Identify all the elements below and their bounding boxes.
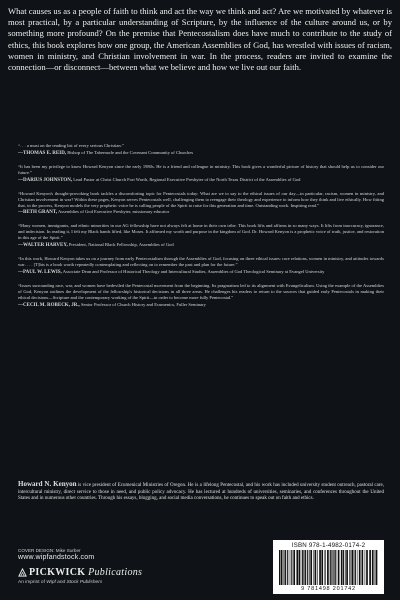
- pickwick-logo-icon: [18, 568, 27, 577]
- endorsement: [18, 191, 384, 217]
- endorsements: [18, 143, 384, 316]
- endorser-name: —WALTER HARVEY,: [18, 243, 68, 249]
- endorsement: [18, 143, 384, 157]
- endorser-name: —PAUL W. LEWIS,: [18, 269, 62, 275]
- endorser-affiliation: Senior Professor of Church History and Ecumenics, Fuller Seminary: [80, 301, 206, 307]
- isbn-label: ISBN 978-1-4982-0174-2: [291, 542, 366, 549]
- publisher-name-caps: PICKWICK: [29, 567, 86, 578]
- imprint-line: [18, 580, 102, 585]
- endorsement-attribution: [18, 150, 384, 157]
- publisher-name: [29, 567, 142, 578]
- cover-design-credit: COVER DESIGN: Mike Surber: [18, 548, 81, 553]
- endorsement: [18, 164, 384, 184]
- endorsement-attribution: [18, 177, 384, 184]
- endorser-name: —DARIUS JOHNSTON,: [18, 177, 73, 183]
- imprint-name: Wipf and Stock Publishers: [46, 580, 103, 585]
- endorsement: [18, 256, 384, 276]
- imprint-prefix: An imprint of: [18, 580, 47, 585]
- publisher-website: www.wipfandstock.com: [18, 554, 95, 561]
- endorser-name: —THOMAS E. REID,: [18, 150, 67, 156]
- endorsement-text: “It has been my privilege to know Howard Kenyon since the early 1980s. He is a friend and colleague in ministry. This book gives a wonderful picture of history that should help us to consider our future.”: [18, 163, 384, 175]
- endorsement-text: “In this work, Howard Kenyon takes us on a journey from early Pentecostalism through the Assemblies of God, focusing on three ethical issues: race relations, women in ministry, and attitudes towards war. . . . [T]his is a book worth repeatedly contemplating and reflecting on to remember the past and plan for the future.”: [18, 256, 384, 268]
- endorsement-text: “Howard Kenyon's thought-provoking book tackles a discomforting topic for Pentecostals today: What are we to say to the ethical issues of our day—in particular, racism, women in ministry, and Christian involvement in war? Within these pages, Kenyon serves Pentecostals well, challenging them to reengage their theology and experience to inform how they think and live ethically. How fitting that, in the process, Kenyon models the very prophetic voice he is calling people of the Spirit to raise for this generation and time. Outstanding work. Inspiring read.”: [18, 190, 384, 208]
- barcode-digits: 9 781498 201742: [301, 586, 356, 592]
- publisher-name-italic: Publications: [85, 567, 143, 578]
- endorsement-attribution: [18, 209, 384, 216]
- endorser-affiliation: Bishop of The Tabernacle and the Covenant Community of Churches: [67, 149, 194, 155]
- intro-paragraph: What causes us as a people of faith to think and act the way we think and act? Are we motivated by whatever is most practical, by a particular understanding of Scripture, by the influence of the culture around us, or by something more profound? On the premise that Pentecostalism does have much to contribute to the study of ethics, this book explores how one group, the American Assemblies of God, has wrestled with issues of racism, women in ministry, and Christian involvement in war. In the process, readers are invited to examine the connection—or disconnect—between what we believe and how we live out our faith.: [8, 6, 392, 73]
- endorser-affiliation: Associate Dean and Professor of Historical Theology and Intercultural Studies, Assemblies of God Theological Seminary at Evangel University: [62, 268, 325, 274]
- author-bio-text: is vice president of Ecumenical Ministries of Oregon. He is a lifelong Pentecostal, and his work has included university student outreach, pastoral care, intercultural ministry, direct service to those in need, and public policy advocacy. He has lectured at hundreds of universities, seminaries, and conferences throughout the United States and in numerous other countries. Through his essays, blogging, and social media conversations, he continues to speak out on faith and ethics.: [18, 483, 384, 502]
- endorsement-text: “Many women, immigrants, and ethnic minorities in our AG fellowship have not always felt at home in their own tribe. This book lifts and affirms in so many ways. It lifts from inaccuracy, ignorance, and indecision. In reading it, I felt my Black hands lifted, like Moses. It affirmed my worth and purpose in the kingdom of God. Dr. Howard Kenyon is a prophetic voice of truth, justice, and restoration in this age of the Spirit.”: [18, 223, 384, 241]
- endorser-name: —CECIL M. ROBECK, JR.,: [18, 302, 80, 308]
- isbn-barcode: [273, 540, 384, 594]
- endorser-affiliation: Assemblies of God Executive Presbyter, missionary educator: [57, 209, 170, 215]
- author-bio: [18, 481, 384, 503]
- author-name: Howard N. Kenyon: [18, 480, 77, 488]
- endorsement-text: “Issues surrounding race, war, and women have bedeviled the Pentecostal movement from the beginning. Its pragmatism led to its alignment with Evangelicalism. Using the example of the Assemblies of God, Kenyon outlines the development of the fellowship's historical decisions in all three areas. He challenges his readers to return to the sources that guided early Pentecostals in making their ethical decisions—Scripture and the contemporary working of the Spirit—in order to become more fully Pentecostal.”: [18, 282, 384, 300]
- endorsement: [18, 283, 384, 309]
- endorser-name: —BETH GRANT,: [18, 210, 58, 216]
- endorser-affiliation: Lead Pastor at Christ Church Fort Worth, Regional Executive Presbyter of the North Texas District of the Assemblies of God: [73, 176, 301, 182]
- endorsement-text: “. . . a must on the reading list of every serious Christian.”: [18, 143, 124, 148]
- endorser-affiliation: President, National Black Fellowship, Assemblies of God: [68, 242, 174, 248]
- endorsement-attribution: [18, 269, 384, 276]
- endorsement: [18, 223, 384, 249]
- barcode-icon: [279, 550, 378, 586]
- endorsement-attribution: [18, 242, 384, 249]
- publisher-logo: [18, 567, 142, 578]
- endorsement-attribution: [18, 302, 384, 309]
